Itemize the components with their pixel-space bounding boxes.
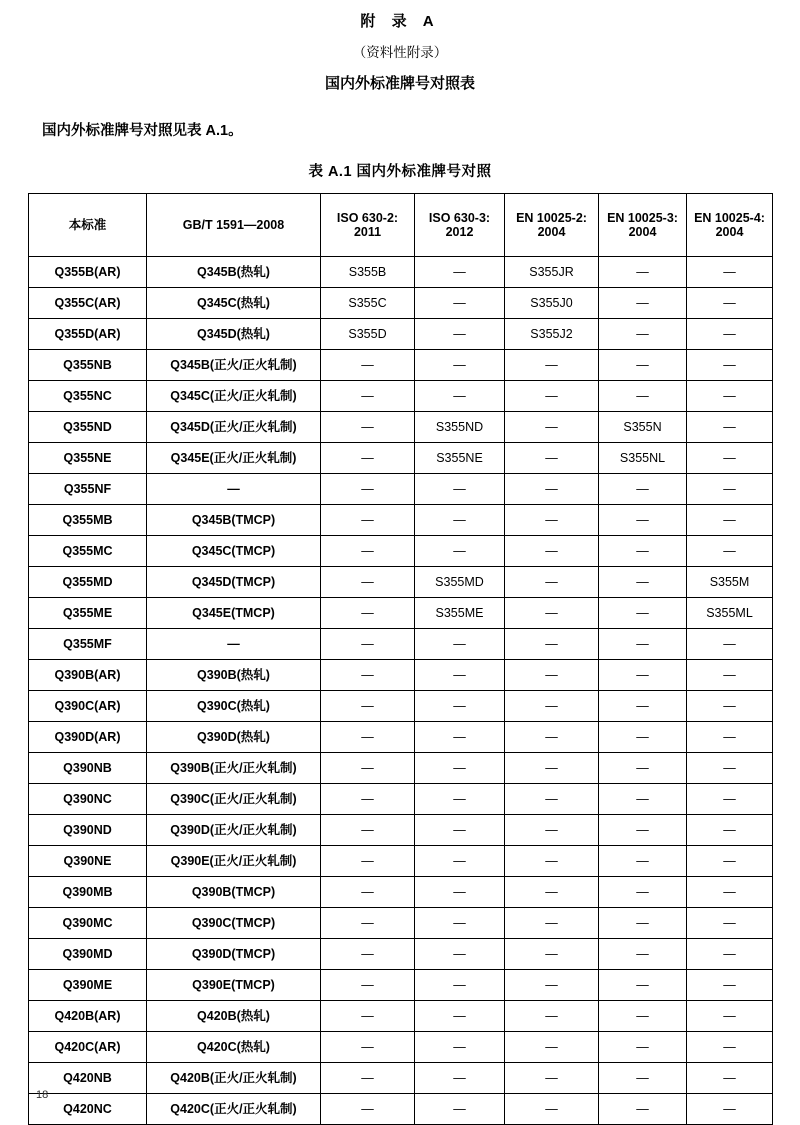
table-cell: — (599, 257, 687, 288)
table-cell: — (687, 288, 773, 319)
table-row (29, 722, 773, 753)
table-cell: — (321, 381, 415, 412)
table-row (29, 350, 773, 381)
table-cell: Q390C(AR) (29, 691, 147, 722)
table-cell: — (321, 660, 415, 691)
table-cell: — (687, 846, 773, 877)
table-row (29, 257, 773, 288)
table-row (29, 412, 773, 443)
table-cell: — (505, 350, 599, 381)
table-cell: — (321, 908, 415, 939)
table-cell: Q390B(AR) (29, 660, 147, 691)
table-cell: — (599, 598, 687, 629)
table-cell: — (599, 970, 687, 1001)
table-cell: S355NE (415, 443, 505, 474)
table-cell: — (599, 846, 687, 877)
table-cell: — (415, 846, 505, 877)
table-cell: — (505, 412, 599, 443)
table-body (29, 257, 773, 1125)
table-row (29, 474, 773, 505)
table-cell: Q355MC (29, 536, 147, 567)
table-cell: — (505, 1063, 599, 1094)
table-row (29, 505, 773, 536)
table-cell: — (321, 567, 415, 598)
table-cell: — (415, 319, 505, 350)
table-cell: S355J0 (505, 288, 599, 319)
table-cell: Q420C(AR) (29, 1032, 147, 1063)
table-cell: Q420NC (29, 1094, 147, 1125)
table-cell: — (599, 381, 687, 412)
table-cell: — (687, 939, 773, 970)
table-cell: — (321, 629, 415, 660)
table-cell: S355C (321, 288, 415, 319)
column-header-0 (29, 194, 147, 257)
table-cell: — (599, 939, 687, 970)
table-cell: — (599, 722, 687, 753)
table-cell: — (321, 598, 415, 629)
table-cell: S355MD (415, 567, 505, 598)
table-cell: — (505, 815, 599, 846)
table-cell: — (505, 784, 599, 815)
table-cell: Q390NC (29, 784, 147, 815)
table-cell: — (505, 691, 599, 722)
table-cell: Q345D(TMCP) (147, 567, 321, 598)
table-cell: — (321, 722, 415, 753)
table-row (29, 1001, 773, 1032)
table-cell: — (687, 815, 773, 846)
table-cell: Q420C(热轧) (147, 1032, 321, 1063)
table-cell: Q355B(AR) (29, 257, 147, 288)
table-row (29, 536, 773, 567)
table-cell: — (505, 474, 599, 505)
column-header-3-line1: ISO 630-3: (428, 210, 491, 225)
table-cell: Q390MB (29, 877, 147, 908)
table-cell: — (599, 1032, 687, 1063)
table-cell: S355M (687, 567, 773, 598)
table-cell: — (415, 474, 505, 505)
table-cell: — (505, 1001, 599, 1032)
table-cell: — (687, 753, 773, 784)
table-cell: — (599, 753, 687, 784)
table-cell: — (687, 505, 773, 536)
table-cell: — (687, 381, 773, 412)
standard-comparison-table (28, 193, 773, 1125)
table-cell: S355B (321, 257, 415, 288)
table-cell: — (687, 691, 773, 722)
column-header-3 (415, 194, 505, 257)
table-cell: Q355MD (29, 567, 147, 598)
table-row (29, 288, 773, 319)
table-cell: Q345E(TMCP) (147, 598, 321, 629)
column-header-3-line2: 2012 (445, 225, 474, 239)
table-cell: — (687, 350, 773, 381)
table-cell: Q420B(正火/正火轧制) (147, 1063, 321, 1094)
table-cell: Q390ND (29, 815, 147, 846)
table-cell: — (599, 474, 687, 505)
table-cell: Q390MD (29, 939, 147, 970)
table-cell: Q390E(正火/正火轧制) (147, 846, 321, 877)
table-cell: Q355ND (29, 412, 147, 443)
table-cell: — (687, 319, 773, 350)
table-cell: Q390MC (29, 908, 147, 939)
table-cell: — (687, 908, 773, 939)
table-cell: — (687, 474, 773, 505)
table-caption: 表 A.1 国内外标准牌号对照 (308, 164, 492, 180)
table-header-row (29, 194, 773, 257)
table-row (29, 660, 773, 691)
table-cell: — (599, 629, 687, 660)
column-header-6-line2: 2004 (715, 225, 744, 239)
table-cell: Q355MB (29, 505, 147, 536)
table-cell: — (321, 350, 415, 381)
table-cell: S355ND (415, 412, 505, 443)
table-cell: Q390NE (29, 846, 147, 877)
table-cell: — (505, 722, 599, 753)
table-row (29, 443, 773, 474)
table-cell: — (687, 1001, 773, 1032)
table-cell: — (505, 1094, 599, 1125)
column-header-2 (321, 194, 415, 257)
table-cell: — (415, 970, 505, 1001)
column-header-1 (147, 194, 321, 257)
table-cell: Q355MF (29, 629, 147, 660)
column-header-2-line2: 2011 (353, 225, 382, 239)
table-cell: Q345B(热轧) (147, 257, 321, 288)
table-cell: — (687, 970, 773, 1001)
table-cell: — (415, 815, 505, 846)
table-cell: — (321, 1032, 415, 1063)
table-cell: — (415, 660, 505, 691)
table-cell: — (505, 939, 599, 970)
table-cell: Q390D(正火/正火轧制) (147, 815, 321, 846)
table-cell: — (505, 1032, 599, 1063)
table-cell: — (321, 691, 415, 722)
table-cell: — (321, 939, 415, 970)
table-row (29, 1094, 773, 1125)
table-cell: — (415, 536, 505, 567)
table-cell: Q390D(AR) (29, 722, 147, 753)
table-cell: — (321, 1063, 415, 1094)
table-row (29, 1032, 773, 1063)
table-cell: — (599, 1001, 687, 1032)
table-cell: — (415, 350, 505, 381)
column-header-6-line1: EN 10025-4: (694, 210, 765, 225)
table-row (29, 319, 773, 350)
table-cell: — (415, 1032, 505, 1063)
table-cell: — (505, 846, 599, 877)
appendix-title: 附 录 A (360, 13, 440, 30)
table-cell: Q355NF (29, 474, 147, 505)
table-cell: — (599, 784, 687, 815)
table-cell: S355N (599, 412, 687, 443)
table-cell: Q345C(热轧) (147, 288, 321, 319)
table-row (29, 598, 773, 629)
table-cell: — (321, 1094, 415, 1125)
table-cell: — (505, 598, 599, 629)
table-cell: — (415, 691, 505, 722)
table-cell: Q390B(热轧) (147, 660, 321, 691)
table-cell: — (687, 784, 773, 815)
table-cell: — (415, 1094, 505, 1125)
table-cell: — (687, 722, 773, 753)
table-cell: — (415, 877, 505, 908)
table-cell: — (687, 877, 773, 908)
table-cell: Q345E(正火/正火轧制) (147, 443, 321, 474)
table-cell: — (687, 412, 773, 443)
table-cell: — (415, 1001, 505, 1032)
table-cell: Q345B(TMCP) (147, 505, 321, 536)
table-cell: Q345C(正火/正火轧制) (147, 381, 321, 412)
table-row (29, 815, 773, 846)
table-cell: Q390NB (29, 753, 147, 784)
table-cell: Q355NE (29, 443, 147, 474)
table-header (29, 194, 773, 257)
table-cell: — (147, 474, 321, 505)
table-cell: Q355NC (29, 381, 147, 412)
column-header-5-line2: 2004 (628, 225, 657, 239)
table-cell: Q345C(TMCP) (147, 536, 321, 567)
table-row (29, 846, 773, 877)
column-header-2-line1: ISO 630-2: (336, 210, 399, 225)
table-cell: — (599, 877, 687, 908)
table-cell: — (505, 970, 599, 1001)
table-cell: — (687, 443, 773, 474)
table-cell: — (321, 505, 415, 536)
table-row (29, 908, 773, 939)
table-cell: Q390E(TMCP) (147, 970, 321, 1001)
table-cell: — (321, 536, 415, 567)
table-cell: — (415, 784, 505, 815)
table-cell: Q390C(TMCP) (147, 908, 321, 939)
table-cell: — (505, 505, 599, 536)
table-cell: Q355C(AR) (29, 288, 147, 319)
column-header-4 (505, 194, 599, 257)
table-cell: — (599, 567, 687, 598)
table-cell: Q345B(正火/正火轧制) (147, 350, 321, 381)
column-header-4-line1: EN 10025-2: (516, 210, 587, 225)
table-cell: — (599, 350, 687, 381)
table-cell: — (321, 753, 415, 784)
table-cell: — (415, 288, 505, 319)
table-row (29, 877, 773, 908)
table-cell: — (321, 815, 415, 846)
table-cell: Q355NB (29, 350, 147, 381)
table-row (29, 939, 773, 970)
table-cell: — (505, 908, 599, 939)
table-cell: — (599, 815, 687, 846)
table-row (29, 691, 773, 722)
table-cell: — (321, 970, 415, 1001)
table-cell: Q390B(正火/正火轧制) (147, 753, 321, 784)
table-row (29, 753, 773, 784)
table-cell: — (599, 1094, 687, 1125)
table-cell: Q390B(TMCP) (147, 877, 321, 908)
table-row (29, 970, 773, 1001)
table-cell: — (599, 536, 687, 567)
table-row (29, 381, 773, 412)
table-cell: — (415, 908, 505, 939)
table-cell: — (599, 908, 687, 939)
table-cell: Q345D(正火/正火轧制) (147, 412, 321, 443)
table-cell: — (415, 629, 505, 660)
column-header-5-line1: EN 10025-3: (607, 210, 678, 225)
table-cell: — (599, 319, 687, 350)
table-cell: Q390D(TMCP) (147, 939, 321, 970)
table-cell: — (599, 691, 687, 722)
table-cell: — (687, 536, 773, 567)
table-cell: — (505, 877, 599, 908)
table-cell: — (415, 753, 505, 784)
table-cell: — (415, 939, 505, 970)
table-cell: — (415, 505, 505, 536)
table-cell: Q355ME (29, 598, 147, 629)
table-cell: — (321, 846, 415, 877)
table-cell: — (321, 784, 415, 815)
table-cell: — (415, 257, 505, 288)
table-cell: Q390C(正火/正火轧制) (147, 784, 321, 815)
table-cell: Q420B(AR) (29, 1001, 147, 1032)
table-cell: Q355D(AR) (29, 319, 147, 350)
column-header-4-line2: 2004 (537, 225, 566, 239)
appendix-name: 国内外标准牌号对照表 (324, 75, 475, 92)
page-number: 18 (36, 1089, 49, 1101)
table-cell: — (687, 629, 773, 660)
table-cell: — (415, 722, 505, 753)
table-cell: — (599, 1063, 687, 1094)
table-cell: Q420NB (29, 1063, 147, 1094)
table-row (29, 784, 773, 815)
table-row (29, 629, 773, 660)
intro-paragraph: 国内外标准牌号对照见表 A.1。 (42, 123, 243, 139)
column-header-0-line1: 本标准 (68, 217, 107, 232)
table-cell: — (687, 1063, 773, 1094)
column-header-6 (687, 194, 773, 257)
table-cell: — (321, 412, 415, 443)
table-cell: Q390D(热轧) (147, 722, 321, 753)
table-cell: — (321, 1001, 415, 1032)
table-cell: — (505, 381, 599, 412)
table-row (29, 567, 773, 598)
table-cell: S355J2 (505, 319, 599, 350)
document-page (0, 10, 800, 1116)
table-cell: Q390C(热轧) (147, 691, 321, 722)
table-cell: — (505, 753, 599, 784)
table-cell: — (505, 536, 599, 567)
appendix-subtitle: （资料性附录） (352, 45, 448, 60)
table-cell: — (415, 1063, 505, 1094)
table-cell: S355NL (599, 443, 687, 474)
table-cell: Q420C(正火/正火轧制) (147, 1094, 321, 1125)
table-cell: — (599, 660, 687, 691)
table-cell: Q345D(热轧) (147, 319, 321, 350)
table-cell: — (321, 877, 415, 908)
table-cell: Q420B(热轧) (147, 1001, 321, 1032)
table-cell: — (505, 629, 599, 660)
table-cell: — (321, 443, 415, 474)
table-cell: S355ME (415, 598, 505, 629)
table-cell: — (687, 660, 773, 691)
table-cell: — (599, 505, 687, 536)
column-header-1-line1: GB/T 1591—2008 (182, 217, 285, 232)
table-cell: S355JR (505, 257, 599, 288)
table-cell: S355ML (687, 598, 773, 629)
table-cell: — (505, 443, 599, 474)
table-cell: — (321, 474, 415, 505)
table-cell: — (687, 257, 773, 288)
column-header-5 (599, 194, 687, 257)
table-cell: — (687, 1094, 773, 1125)
table-cell: S355D (321, 319, 415, 350)
table-cell: — (687, 1032, 773, 1063)
table-cell: Q390ME (29, 970, 147, 1001)
table-cell: — (147, 629, 321, 660)
table-cell: — (505, 567, 599, 598)
table-cell: — (415, 381, 505, 412)
table-cell: — (599, 288, 687, 319)
table-cell: — (505, 660, 599, 691)
table-row (29, 1063, 773, 1094)
